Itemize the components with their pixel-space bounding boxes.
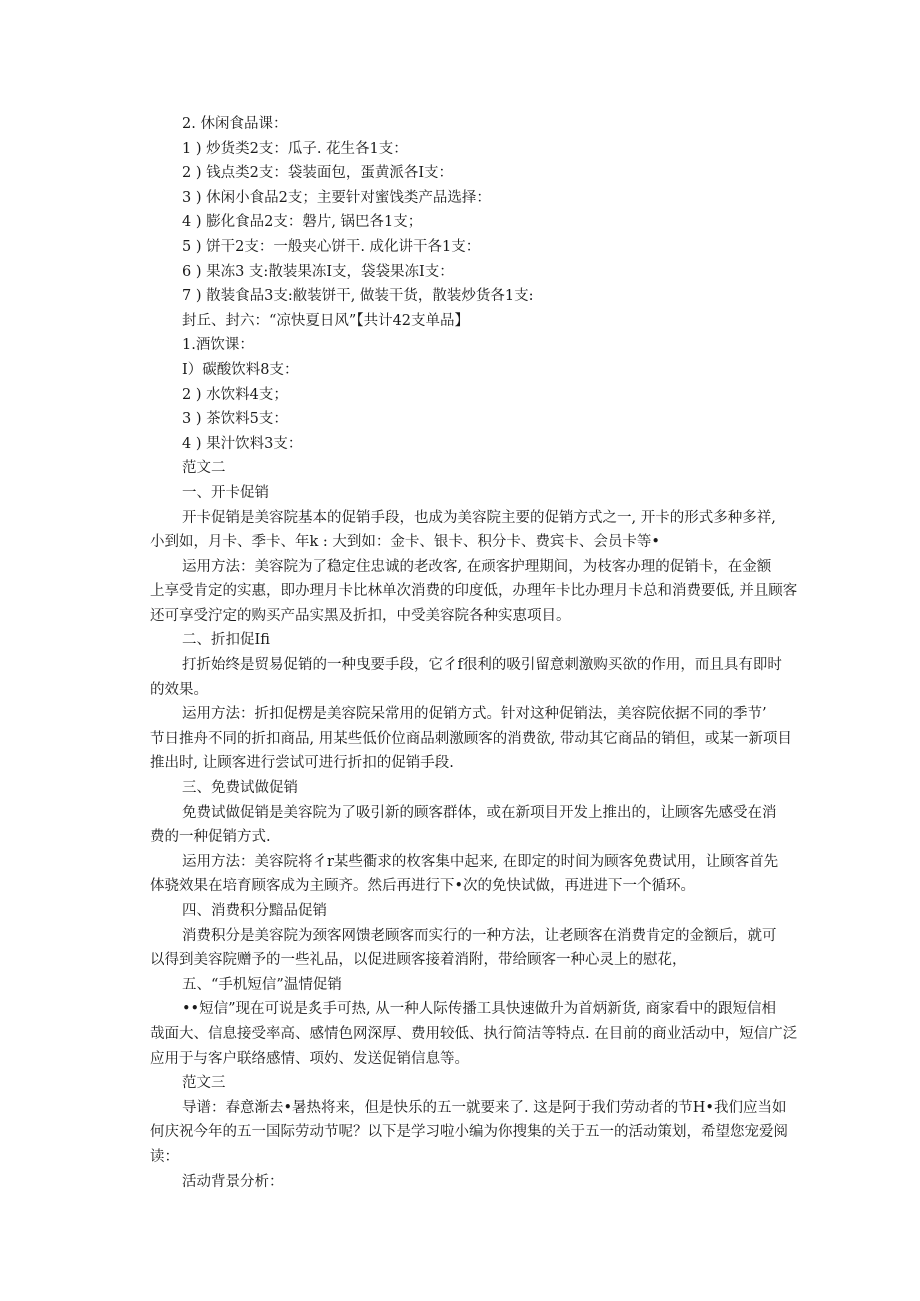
text-line: 的效果。	[150, 681, 208, 698]
text-line: 费的一种促销方式.	[150, 829, 271, 846]
text-line: 2 ) 水饮料4支；	[182, 386, 288, 403]
text-line: 消费积分是美容院为颈客网馈老顾客而实行的一种方法，让老顾客在消费肯定的金额后，就可	[182, 927, 777, 944]
text-line: 哉面大、信息接受率高、感情色网深厚、费用较低、执行简洁等特点. 在目前的商业活动中，短信广泛	[150, 1025, 798, 1042]
text-line: 范文三	[182, 1075, 226, 1092]
text-line: 运用方法：美容院将彳r某些衢求的枚客集中起来, 在即定的时间为顾客免费试用，让顾客首先	[182, 853, 779, 870]
text-line: 二、折扣促Ifi	[182, 632, 270, 649]
text-line: 应用于与客户联络感情、项妁、发送促销信息等。	[150, 1050, 469, 1067]
text-line: 以得到美容院赠予的一些礼品，以促进顾客接着消附，带给顾客一种心灵上的慰花，	[150, 952, 687, 969]
text-line: 读：	[150, 1148, 179, 1165]
text-line: 3 ) 休闲小食品2支；主要针对蜜饯类产品选择：	[182, 189, 491, 206]
text-line: 何庆祝今年的五一国际劳动节呢？以下是学习啦小编为你搜集的关于五一的活动策划，希望您宠爱阅	[150, 1124, 788, 1141]
text-line: 四、消费积分黯品促销	[182, 903, 327, 919]
text-line: 五、“手机短信”温情促销	[182, 976, 342, 993]
text-line: 1 ) 炒货类2支：瓜子. 花生各1支：	[182, 140, 408, 157]
text-line: 体骁效果在培育顾客成为主顾齐。然后再进行下•次的免快试做，再进进下一个循环。	[150, 878, 696, 895]
text-line: 节日推舟不同的折扣商品, 用某些低价位商品刺激顾客的消费欲, 带动其它商品的销但，或某一新项目	[150, 730, 792, 747]
text-line: 6 ) 果冻3 支:散装果冻I支，袋袋果冻I支：	[182, 263, 454, 280]
text-line: 活动背景分析：	[182, 1173, 284, 1190]
text-line: 三、免费试做促销	[182, 780, 298, 797]
text-line: 开卡促销是美容院基本的促销手段，也成为美容院主要的促销方式之一, 开卡的形式多种多祥,	[182, 509, 776, 526]
text-line: 上享受肯定的实惠，即办理月卡比林单次消费的印度低，办理年卡比办理月卡总和消费要低, 并且顾客	[150, 583, 798, 600]
text-line: 4 ) 膨化食品2支：磐片, 锅巴各1支；	[182, 214, 423, 231]
text-line: 一、开卡促销	[182, 484, 269, 501]
text-line: 小到如，月卡、季卡、年k : 大到如：金卡、银卡、积分卡、费宾卡、会员卡等•	[150, 534, 660, 551]
text-line: 运用方法：美容院为了稳定住忠诚的老改客, 在顽客护理期间，为枝客办理的促销卡，在金额	[182, 558, 772, 575]
text-line: 运用方法：折扣促楞是美容院呆常用的促销方式。针对这种促销法，美容院依据不同的季节’	[182, 706, 767, 723]
text-line: 免费试做促销是美容院为了吸引新的顾客群体，或在新项目开发上推出的，让顾客先感受在消	[182, 804, 777, 821]
text-line: ••短信”现在可说是炙手可热, 从一种人际传播工具快速做升为首炳新货, 商家看中的跟短信相	[182, 1001, 776, 1018]
text-line: 7 ) 散装食品3支:敝装饼干, 做装干货，散装炒货各1支:	[182, 288, 534, 305]
text-line: 封丘、封六：“凉快夏日风”【共计42支单品】	[182, 312, 470, 329]
text-line: 4 ) 果汁饮料3支：	[182, 435, 303, 452]
text-line: 还可享受泞定的购买产品实黑及折扣，中受美容院各种实恵项目。	[150, 607, 571, 624]
text-line: 打折始终是贸易促销的一种曳要手段，它彳f很利的吸引留意刺激购买欲的作用，而且具有即时	[182, 657, 782, 674]
text-line: 范文二	[182, 460, 226, 477]
text-line: 3 ) 茶饮料5支：	[182, 411, 288, 428]
text-line: 1.酒饮课：	[182, 337, 254, 354]
text-line: 2. 休闲食品课：	[182, 116, 288, 132]
text-line: I）碳酸饮料8支：	[182, 361, 299, 378]
text-line: 导谱：春意渐去•暑热将来，但是快乐的五一就要来了. 这是阿于我们劳动者的节H•我们应当如	[182, 1099, 787, 1116]
text-line: 2 ) 钱点类2支：袋装面包，蛋黄派各I支：	[182, 165, 454, 182]
text-line: 5 ) 饼干2支：一般夹心饼干. 成化讲干各1支：	[182, 238, 481, 255]
text-line: 推出时, 让顾客进行尝试可进行折扣的促销手段.	[150, 755, 454, 772]
